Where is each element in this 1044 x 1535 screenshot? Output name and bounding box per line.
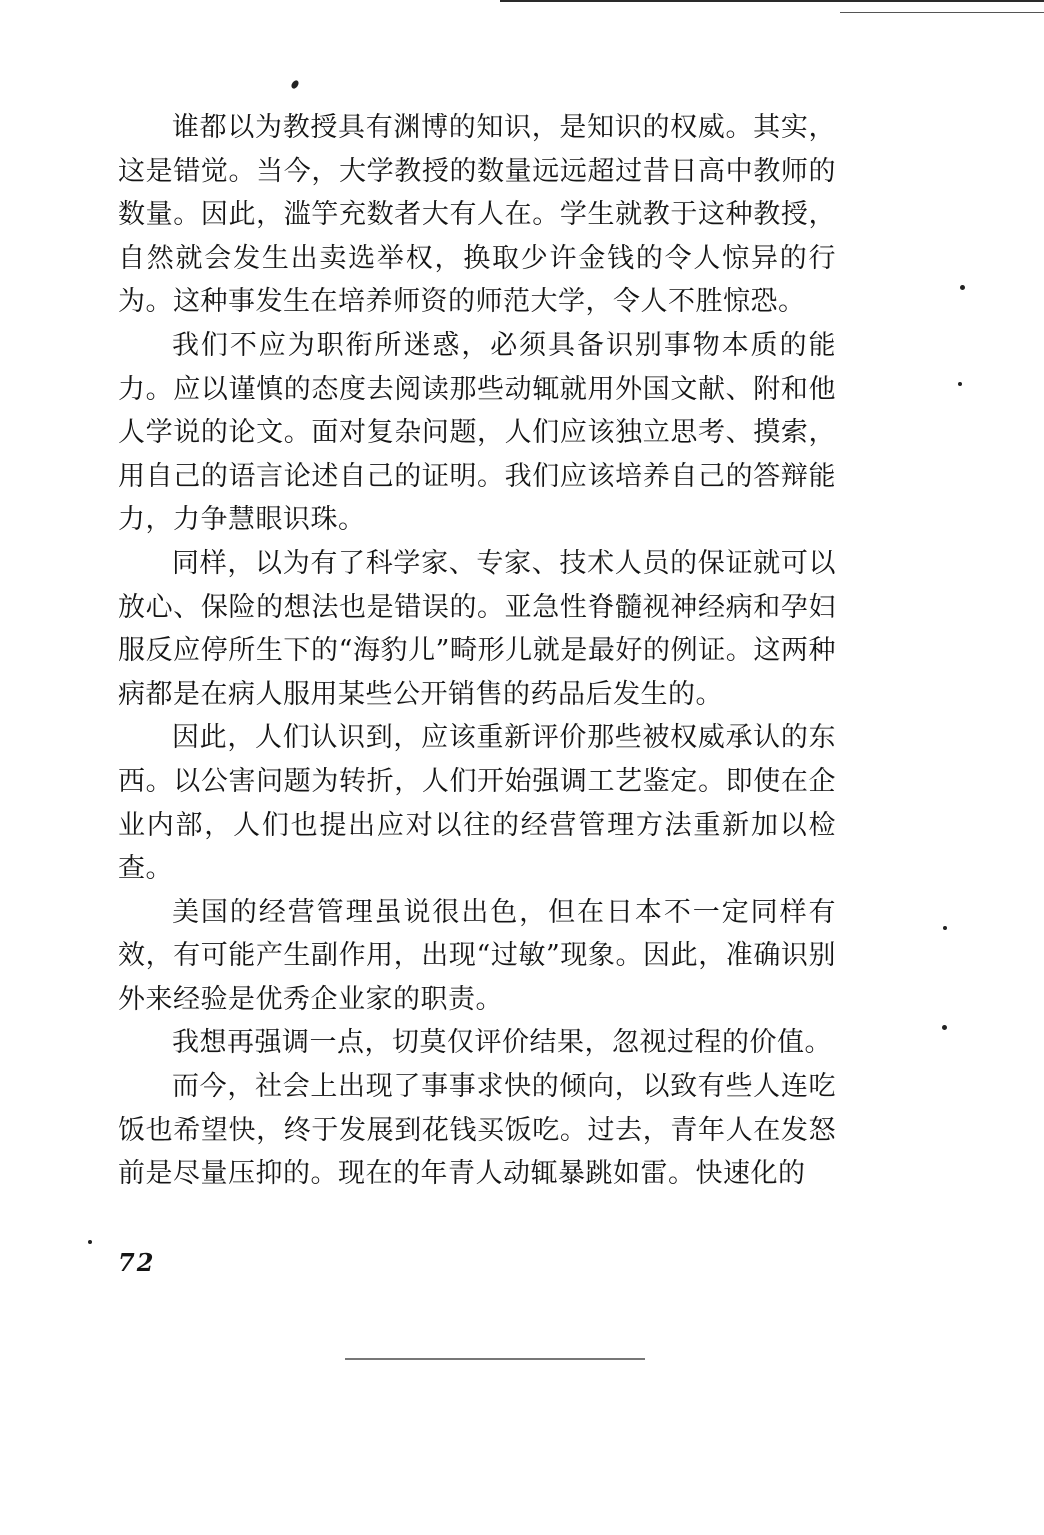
ink-speck [88,1240,92,1244]
scan-edge-line [345,1358,645,1360]
paragraph: 美国的经营管理虽说很出色，但在日本不一定同样有效，有可能产生副作用，出现“过敏”现象。因此，准确识别外来经验是优秀企业家的职责。 [118,896,836,1015]
scan-edge-line [840,12,1044,13]
paragraph: 因此，人们认识到，应该重新评价那些被权威承认的东西。以公害问题为转折，人们开始强调工艺鉴定。即使在企业内部，人们也提出应对以往的经营管理方法重新加以检查。 [118,722,836,885]
page-number: 72 [118,1248,156,1277]
scan-edge-line [500,0,1044,2]
ink-speck [960,285,965,290]
paragraph: 谁都以为教授具有渊博的知识，是知识的权威。其实，这是错觉。当今，大学教授的数量远远超过昔日高中教师的数量。因此，滥竽充数者大有人在。学生就教于这种教授，自然就会发生出卖选举权，换取少许金钱的令人惊异的行为。这种事发生在培养师资的师范大学，令人不胜惊恐。 [118,112,836,318]
paragraph: 而今，社会上出现了事事求快的倾向，以致有些人连吃饭也希望快，终于发展到花钱买饭吃。过去，青年人在发怒前是尽量压抑的。现在的年青人动辄暴跳如雷。快速化的 [118,1071,836,1190]
paragraph: 我们不应为职衔所迷惑，必须具备识别事物本质的能力。应以谨慎的态度去阅读那些动辄就用外国文献、附和他人学说的论文。面对复杂问题，人们应该独立思考、摸索，用自己的语言论述自己的证明。我们应该培养自己的答辩能力，力争慧眼识珠。 [118,329,836,536]
paragraph: 我想再强调一点，切莫仅评价结果，忽视过程的价值。 [172,1027,832,1059]
ink-speck [290,79,300,90]
ink-speck [958,382,962,386]
ink-speck [942,1025,947,1030]
paragraph: 同样，以为有了科学家、专家、技术人员的保证就可以放心、保险的想法也是错误的。亚急性脊髓视神经病和孕妇服反应停所生下的“海豹儿”畸形儿就是最好的例证。这两种病都是在病人服用某些公开销售的药品后发生的。 [118,547,836,710]
body-text [118,106,836,1196]
ink-speck [943,926,947,930]
